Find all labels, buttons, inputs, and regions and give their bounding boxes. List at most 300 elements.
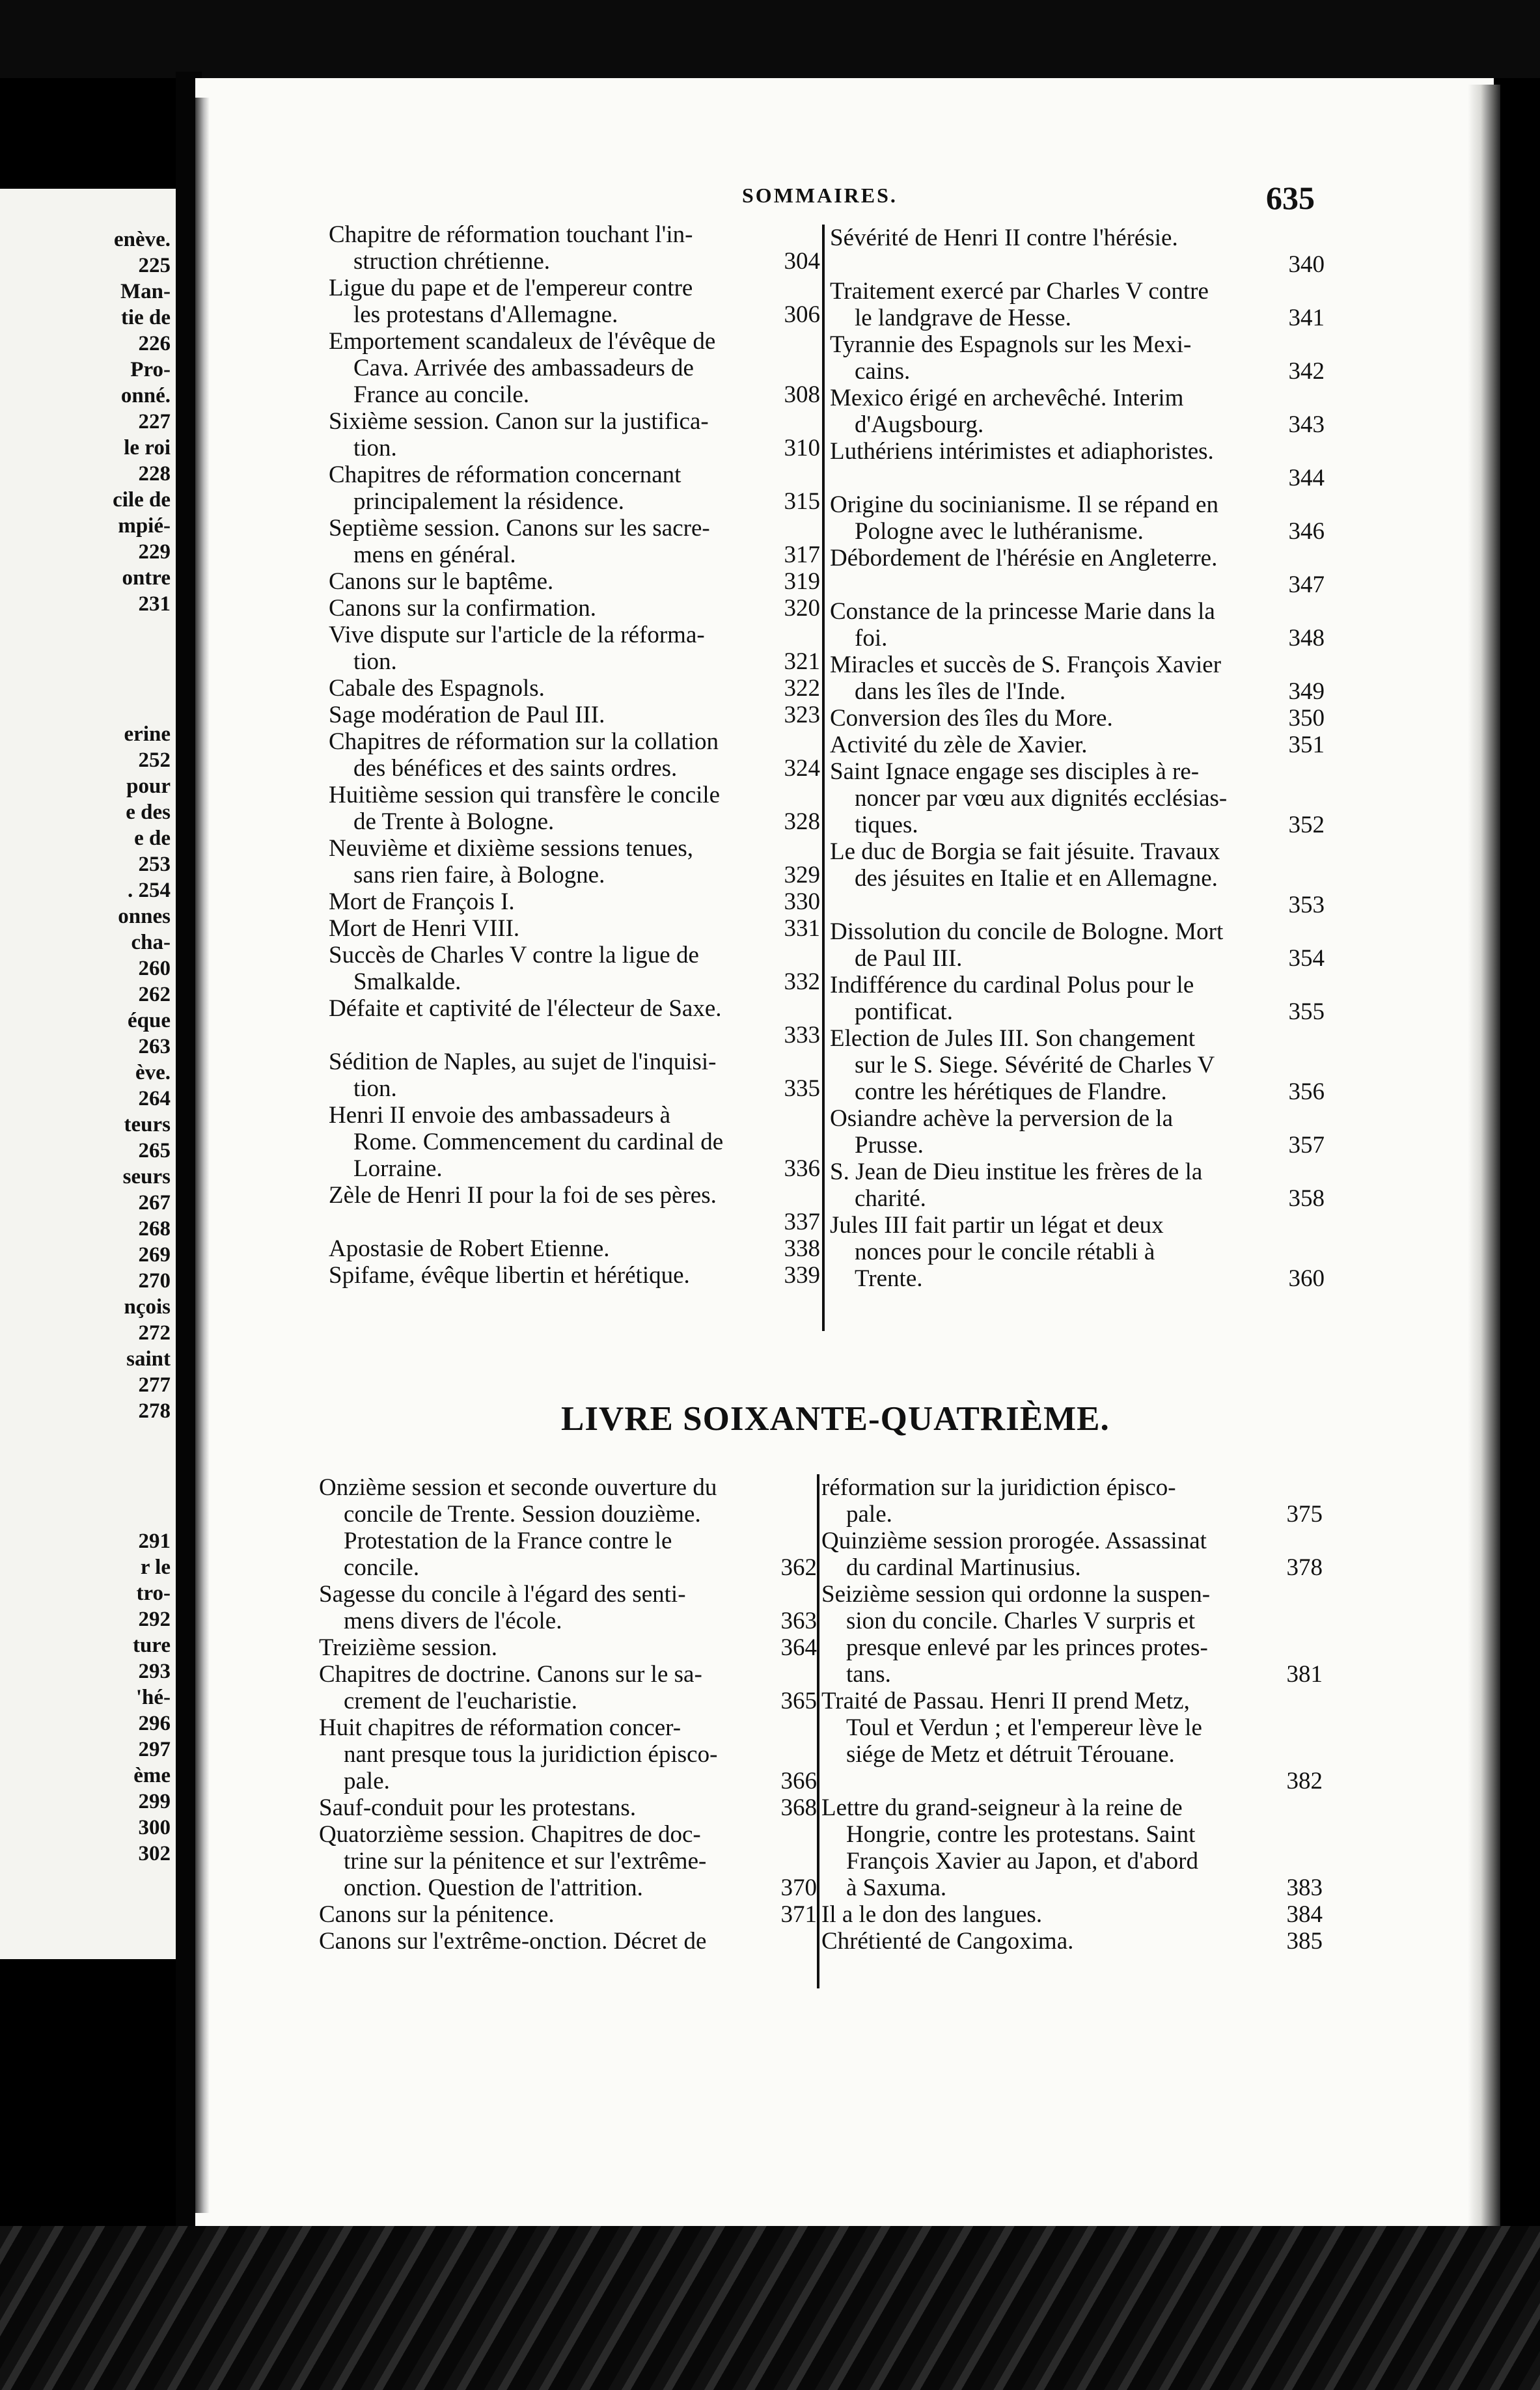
entry-line: Trente. [855, 1265, 923, 1292]
entry-line [821, 1768, 1272, 1794]
entry-line: principalement la résidence. [353, 488, 625, 515]
entry-page-number: 336 [784, 1155, 820, 1182]
summary-entry [830, 385, 1325, 438]
entry-page-number: 371 [780, 1901, 817, 1928]
entry-line [830, 465, 1274, 491]
summary-entry [329, 568, 820, 595]
facing-page-text: 268 [138, 1217, 171, 1241]
facing-page-text: enève. [113, 228, 171, 251]
entry-text [319, 1901, 766, 1928]
entry-page-number: 310 [784, 435, 820, 461]
entry-page-number: 340 [1288, 251, 1325, 278]
entry-page-number: 350 [1288, 705, 1325, 732]
entry-line: Canons sur le baptême. [329, 568, 554, 595]
entry-line: Canons sur la confirmation. [329, 595, 597, 622]
facing-page-text: 299 [138, 1790, 171, 1813]
entry-text [821, 1928, 1272, 1955]
facing-page-text: pour [126, 775, 171, 798]
entry-line: Mort de Henri VIII. [329, 915, 520, 942]
entry-line: Lorraine. [353, 1155, 443, 1182]
summary-entry [329, 915, 820, 942]
entry-line: Activité du zèle de Xavier. [830, 732, 1088, 758]
entry-line: tion. [353, 648, 397, 675]
summary-entry [319, 1794, 817, 1821]
scan-background-bottom [0, 2226, 1540, 2390]
facing-page-text: Pro- [130, 358, 171, 381]
facing-page-text: onné. [120, 384, 171, 407]
facing-page-text: 300 [138, 1816, 171, 1839]
entry-page-number: 349 [1288, 678, 1325, 705]
entry-line: Canons sur l'extrême-onction. Décret de [319, 1928, 707, 1955]
facing-page-text: 302 [138, 1842, 171, 1865]
entry-text [319, 1714, 766, 1794]
entry-line: Seizième session qui ordonne la suspen- [821, 1581, 1211, 1608]
entry-line: Chapitres de réformation sur la collation [329, 728, 719, 755]
entry-line: Election de Jules III. Son changement [830, 1025, 1195, 1052]
entry-text [329, 1235, 769, 1262]
facing-page-text: 265 [138, 1139, 171, 1162]
facing-page-fragment [0, 189, 176, 1959]
facing-page-text: 262 [138, 983, 171, 1006]
entry-page-number: 363 [780, 1608, 817, 1634]
entry-text [830, 278, 1274, 331]
entry-line: Huitième session qui transfère le concile [329, 782, 721, 808]
entry-text [830, 438, 1274, 465]
entry-text [821, 1794, 1272, 1901]
entry-line: Il a le don des langues. [821, 1901, 1043, 1928]
entry-line: noncer par vœu aux dignités ecclésias- [855, 785, 1228, 812]
entry-text [329, 915, 769, 942]
entry-line: Smalkalde. [353, 968, 461, 995]
column-rule-top [822, 225, 825, 1331]
summary-entry [319, 1474, 817, 1581]
running-header: SOMMAIRES. [742, 184, 898, 207]
entry-text [329, 835, 769, 888]
entry-line: Quinzième session prorogée. Assassinat [821, 1528, 1207, 1554]
entry-text [821, 1581, 1272, 1688]
entry-text [830, 838, 1274, 892]
facing-page-text: 296 [138, 1712, 171, 1735]
entry-text [830, 331, 1274, 385]
entry-text [329, 1262, 769, 1289]
entry-page-number: 331 [784, 915, 820, 942]
entry-page-number: 344 [1288, 465, 1325, 491]
entry-line: S. Jean de Dieu institue les frères de la [830, 1159, 1203, 1185]
summary-entry [821, 1901, 1323, 1928]
facing-page-text: 263 [138, 1035, 171, 1058]
summary-entry [830, 465, 1325, 491]
entry-line: Vive dispute sur l'article de la réforma- [329, 622, 705, 648]
facing-page-text: 297 [138, 1738, 171, 1761]
facing-page-text: 229 [138, 540, 171, 564]
entry-line: Chapitres de réformation concernant [329, 461, 681, 488]
entry-page-number: 324 [784, 755, 820, 782]
entry-line: de Trente à Bologne. [353, 808, 555, 835]
summary-entry [830, 491, 1325, 545]
entry-page-number: 356 [1288, 1078, 1325, 1105]
entry-page-number: 333 [784, 1022, 820, 1049]
entry-line: Constance de la princesse Marie dans la [830, 598, 1215, 625]
facing-page-text: 264 [138, 1087, 171, 1110]
entry-page-number: 317 [784, 542, 820, 568]
entry-page-number: 355 [1288, 998, 1325, 1025]
entry-page-number: 360 [1288, 1265, 1325, 1292]
summary-entry [830, 598, 1325, 652]
entry-line: trine sur la pénitence et sur l'extrême- [344, 1848, 707, 1875]
entry-line: du cardinal Martinusius. [846, 1554, 1081, 1581]
facing-page-text: erine [124, 722, 171, 746]
summary-entry [830, 732, 1325, 758]
summary-entry [329, 275, 820, 328]
entry-line: Chapitres de doctrine. Canons sur le sa- [319, 1661, 702, 1688]
entry-line: Onzième session et seconde ouverture du [319, 1474, 717, 1501]
summary-entry [329, 1209, 820, 1235]
summary-entry [319, 1901, 817, 1928]
entry-line: Rome. Commencement du cardinal de [353, 1129, 724, 1155]
entry-line: Débordement de l'hérésie en Angleterre. [830, 545, 1218, 571]
entry-line: à Saxuma. [846, 1875, 947, 1901]
entry-line: Canons sur la pénitence. [319, 1901, 555, 1928]
summary-entry [329, 328, 820, 408]
facing-page-text: ème [133, 1764, 171, 1787]
entry-text [329, 408, 769, 461]
entry-page-number: 375 [1286, 1501, 1323, 1528]
facing-page-text: 252 [138, 749, 171, 772]
summary-entry [319, 1928, 817, 1955]
entry-line: cains. [855, 358, 911, 385]
entry-line: France au concile. [353, 381, 530, 408]
entry-line: dans les îles de l'Inde. [855, 678, 1066, 705]
facing-page-text: ture [132, 1634, 171, 1657]
entry-page-number: 339 [784, 1262, 820, 1289]
summary-entry [329, 1235, 820, 1262]
entry-page-number: 354 [1288, 945, 1325, 972]
summary-entry [329, 888, 820, 915]
facing-page-text: 228 [138, 462, 171, 486]
entry-page-number: 322 [784, 675, 820, 702]
section-heading: LIVRE SOIXANTE-QUATRIÈME. [561, 1400, 1110, 1438]
summary-entry [319, 1634, 817, 1661]
entry-line: Le duc de Borgia se fait jésuite. Travaux [830, 838, 1220, 865]
summary-entry [830, 331, 1325, 385]
entry-page-number: 382 [1286, 1768, 1323, 1794]
entry-line: Origine du socinianisme. Il se répand en [830, 491, 1218, 518]
entry-page-number: 384 [1286, 1901, 1323, 1928]
entry-text [830, 385, 1274, 438]
entry-text [329, 461, 769, 515]
entry-line: Succès de Charles V contre la ligue de [329, 942, 699, 968]
entry-page-number: 351 [1288, 732, 1325, 758]
entry-line [329, 1022, 769, 1049]
entry-line: Cabale des Espagnols. [329, 675, 545, 702]
entry-page-number: 308 [784, 381, 820, 408]
entry-line: tion. [353, 1075, 397, 1102]
entry-line: contre les hérétiques de Flandre. [855, 1078, 1167, 1105]
summary-entry [830, 892, 1325, 918]
entry-text [329, 568, 769, 595]
entry-text [830, 1212, 1274, 1292]
entry-page-number: 368 [780, 1794, 817, 1821]
summary-entry [329, 835, 820, 888]
entry-text [830, 465, 1274, 491]
entry-line: des jésuites en Italie et en Allemagne. [855, 865, 1218, 892]
facing-page-text: 260 [138, 957, 171, 980]
facing-page-text: Man- [120, 280, 171, 303]
facing-page-text: 293 [138, 1660, 171, 1683]
entry-text [329, 702, 769, 728]
scan-background-top [0, 0, 1540, 78]
entry-text [329, 1022, 769, 1049]
summary-entry [830, 705, 1325, 732]
entry-text [830, 972, 1274, 1025]
entry-page-number: 357 [1288, 1132, 1325, 1159]
entry-line: Tyrannie des Espagnols sur les Mexi- [830, 331, 1192, 358]
facing-page-text: éque [128, 1009, 171, 1032]
entry-line: concile de Trente. Session douzième. [344, 1501, 701, 1528]
summary-entry [329, 408, 820, 461]
entry-line: Huit chapitres de réformation concer- [319, 1714, 681, 1741]
entry-line: struction chrétienne. [353, 248, 551, 275]
entry-line: presque enlevé par les princes protes- [846, 1634, 1208, 1661]
summary-entry [830, 838, 1325, 892]
summary-entry [830, 545, 1325, 571]
summary-entry [329, 461, 820, 515]
facing-page-text: mpié- [118, 514, 171, 538]
entry-text [830, 758, 1274, 838]
entry-line: concile. [344, 1554, 420, 1581]
facing-page-text: 'hé- [135, 1686, 171, 1709]
facing-page-text: tro- [136, 1582, 171, 1605]
entry-line: Jules III fait partir un légat et deux [830, 1212, 1164, 1239]
entry-page-number: 353 [1288, 892, 1325, 918]
summary-entry [830, 1105, 1325, 1159]
entry-text [821, 1528, 1272, 1581]
facing-page-text: e des [126, 801, 171, 824]
entry-page-number: 366 [780, 1768, 817, 1794]
entry-text [821, 1474, 1272, 1528]
entry-line: Apostasie de Robert Etienne. [329, 1235, 610, 1262]
entry-line: sur le S. Siege. Sévérité de Charles V [855, 1052, 1215, 1078]
entry-line: Henri II envoie des ambassadeurs à [329, 1102, 670, 1129]
entry-line: Prusse. [855, 1132, 924, 1159]
summary-entry [329, 782, 820, 835]
summary-entry [830, 571, 1325, 598]
facing-page-text: r le [140, 1556, 171, 1579]
summary-entry [329, 1182, 820, 1209]
entry-line: Neuvième et dixième sessions tenues, [329, 835, 694, 862]
entry-line: Sauf-conduit pour les protestans. [319, 1794, 637, 1821]
summary-entry [821, 1928, 1323, 1955]
entry-line: Pologne avec le luthéranisme. [855, 518, 1144, 545]
summary-entry [319, 1714, 817, 1794]
entry-line: Hongrie, contre les protestans. Saint [846, 1821, 1196, 1848]
entry-line: Toul et Verdun ; et l'empereur lève le [846, 1714, 1202, 1741]
entry-line: Osiandre achève la perversion de la [830, 1105, 1173, 1132]
summary-entry [830, 1159, 1325, 1212]
summary-entry [329, 1262, 820, 1289]
entry-line: Luthériens intérimistes et adiaphoristes. [830, 438, 1214, 465]
entry-page-number: 343 [1288, 411, 1325, 438]
entry-text [329, 515, 769, 568]
entry-page-number: 348 [1288, 625, 1325, 652]
entry-text [329, 728, 769, 782]
entry-text [329, 622, 769, 675]
facing-page-text: tie de [120, 306, 171, 329]
summary-entry [821, 1768, 1323, 1794]
entry-text [830, 1159, 1274, 1212]
entry-text [830, 1105, 1274, 1159]
summary-entry [830, 251, 1325, 278]
summary-entry [319, 1581, 817, 1634]
facing-page-text: 267 [138, 1191, 171, 1215]
entry-line: Lettre du grand-seigneur à la reine de [821, 1794, 1183, 1821]
entry-text [821, 1688, 1272, 1768]
entry-page-number: 383 [1286, 1875, 1323, 1901]
entry-text [830, 598, 1274, 652]
summary-entry [329, 1022, 820, 1049]
entry-line: Indifférence du cardinal Polus pour le [830, 972, 1194, 998]
entry-text [329, 275, 769, 328]
facing-page-text: 227 [138, 410, 171, 433]
entry-line: Ligue du pape et de l'empereur contre [329, 275, 693, 301]
facing-page-text: 272 [138, 1321, 171, 1345]
summary-entry [329, 942, 820, 995]
entry-text [830, 545, 1274, 571]
entry-page-number: 315 [784, 488, 820, 515]
facing-page-text: . 254 [128, 879, 171, 902]
entry-line: Protestation de la France contre le [344, 1528, 672, 1554]
entry-line: pale. [846, 1501, 892, 1528]
facing-page-text: 292 [138, 1608, 171, 1631]
facing-page-text: onnes [118, 905, 171, 928]
summary-entry [319, 1821, 817, 1901]
entry-line: foi. [855, 625, 888, 652]
entry-text [319, 1794, 766, 1821]
entry-line: charité. [855, 1185, 926, 1212]
entry-line: de Paul III. [855, 945, 963, 972]
entry-page-number: 352 [1288, 812, 1325, 838]
entry-page-number: 385 [1286, 1928, 1323, 1955]
summary-entry [830, 1212, 1325, 1292]
entry-line: Défaite et captivité de l'électeur de Saxe. [329, 995, 722, 1022]
entry-page-number: 338 [784, 1235, 820, 1262]
entry-text [319, 1928, 766, 1955]
entry-text [329, 595, 769, 622]
summary-entry [821, 1474, 1323, 1528]
summary-entry [830, 225, 1325, 251]
entry-text [319, 1821, 766, 1901]
entry-text [830, 571, 1274, 598]
entry-line: Septième session. Canons sur les sacre- [329, 515, 710, 542]
entry-text [830, 918, 1274, 972]
entry-line: siége de Metz et détruit Térouane. [846, 1741, 1175, 1768]
entry-page-number: 323 [784, 702, 820, 728]
facing-page-text: le roi [124, 436, 171, 460]
summary-entry [329, 1102, 820, 1182]
entry-line: tans. [846, 1661, 891, 1688]
entry-line: d'Augsbourg. [855, 411, 984, 438]
entry-line: Cava. Arrivée des ambassadeurs de [353, 355, 694, 381]
entry-page-number: 342 [1288, 358, 1325, 385]
entry-line: nonces pour le concile rétabli à [855, 1239, 1155, 1265]
entry-line: Emportement scandaleux de l'évêque de [329, 328, 716, 355]
entry-text [821, 1901, 1272, 1928]
summary-entry [329, 1049, 820, 1102]
entry-text [830, 225, 1274, 251]
summary-entry [830, 278, 1325, 331]
entry-text [329, 1102, 769, 1182]
summary-entry [319, 1661, 817, 1714]
entry-line [830, 892, 1274, 918]
entry-line: tiques. [855, 812, 918, 838]
facing-page-text: 269 [138, 1243, 171, 1267]
summary-column-4 [821, 1474, 1323, 1955]
summary-entry [329, 702, 820, 728]
entry-text [329, 782, 769, 835]
entry-page-number: 370 [780, 1875, 817, 1901]
facing-page-text: 225 [138, 254, 171, 277]
entry-page-number: 346 [1288, 518, 1325, 545]
entry-line: Chapitre de réformation touchant l'in- [329, 221, 693, 248]
summary-entry [329, 515, 820, 568]
entry-line: tion. [353, 435, 397, 461]
entry-page-number: 337 [784, 1209, 820, 1235]
entry-text [830, 251, 1274, 278]
summary-entry [830, 972, 1325, 1025]
entry-line: Miracles et succès de S. François Xavier [830, 652, 1222, 678]
summary-column-3 [319, 1474, 817, 1955]
entry-line: Zèle de Henri II pour la foi de ses pères. [329, 1182, 717, 1209]
entry-page-number: 358 [1288, 1185, 1325, 1212]
entry-line: Spifame, évêque libertin et hérétique. [329, 1262, 690, 1289]
entry-line: crement de l'eucharistie. [344, 1688, 578, 1714]
summary-entry [830, 1025, 1325, 1105]
summary-entry [329, 622, 820, 675]
entry-page-number: 328 [784, 808, 820, 835]
entry-page-number: 306 [784, 301, 820, 328]
entry-line: Traité de Passau. Henri II prend Metz, [821, 1688, 1190, 1714]
summary-entry [821, 1688, 1323, 1768]
entry-page-number: 335 [784, 1075, 820, 1102]
summary-entry [329, 728, 820, 782]
summary-entry [830, 918, 1325, 972]
entry-text [319, 1474, 766, 1581]
facing-page-text: 277 [138, 1373, 171, 1397]
entry-text [329, 1049, 769, 1102]
entry-text [319, 1581, 766, 1634]
entry-line: Sévérité de Henri II contre l'hérésie. [830, 225, 1178, 251]
page-edge-shadow-right [1468, 85, 1500, 2232]
facing-page-text: 231 [138, 592, 171, 616]
entry-line: François Xavier au Japon, et d'abord [846, 1848, 1198, 1875]
facing-page-text: 291 [138, 1530, 171, 1553]
entry-line: Sagesse du concile à l'égard des senti- [319, 1581, 686, 1608]
entry-line: des bénéfices et des saints ordres. [353, 755, 678, 782]
summary-entry [830, 438, 1325, 465]
facing-page-text: seurs [122, 1165, 171, 1188]
entry-page-number: 329 [784, 862, 820, 888]
entry-line: Mort de François I. [329, 888, 515, 915]
summary-column-1 [329, 221, 820, 1289]
entry-text [329, 1209, 769, 1235]
entry-text [319, 1634, 766, 1661]
entry-page-number: 381 [1286, 1661, 1323, 1688]
entry-line [329, 1209, 769, 1235]
page-number: 635 [1266, 180, 1315, 216]
entry-page-number: 341 [1288, 305, 1325, 331]
facing-page-text: 253 [138, 853, 171, 876]
entry-line: onction. Question de l'attrition. [344, 1875, 643, 1901]
